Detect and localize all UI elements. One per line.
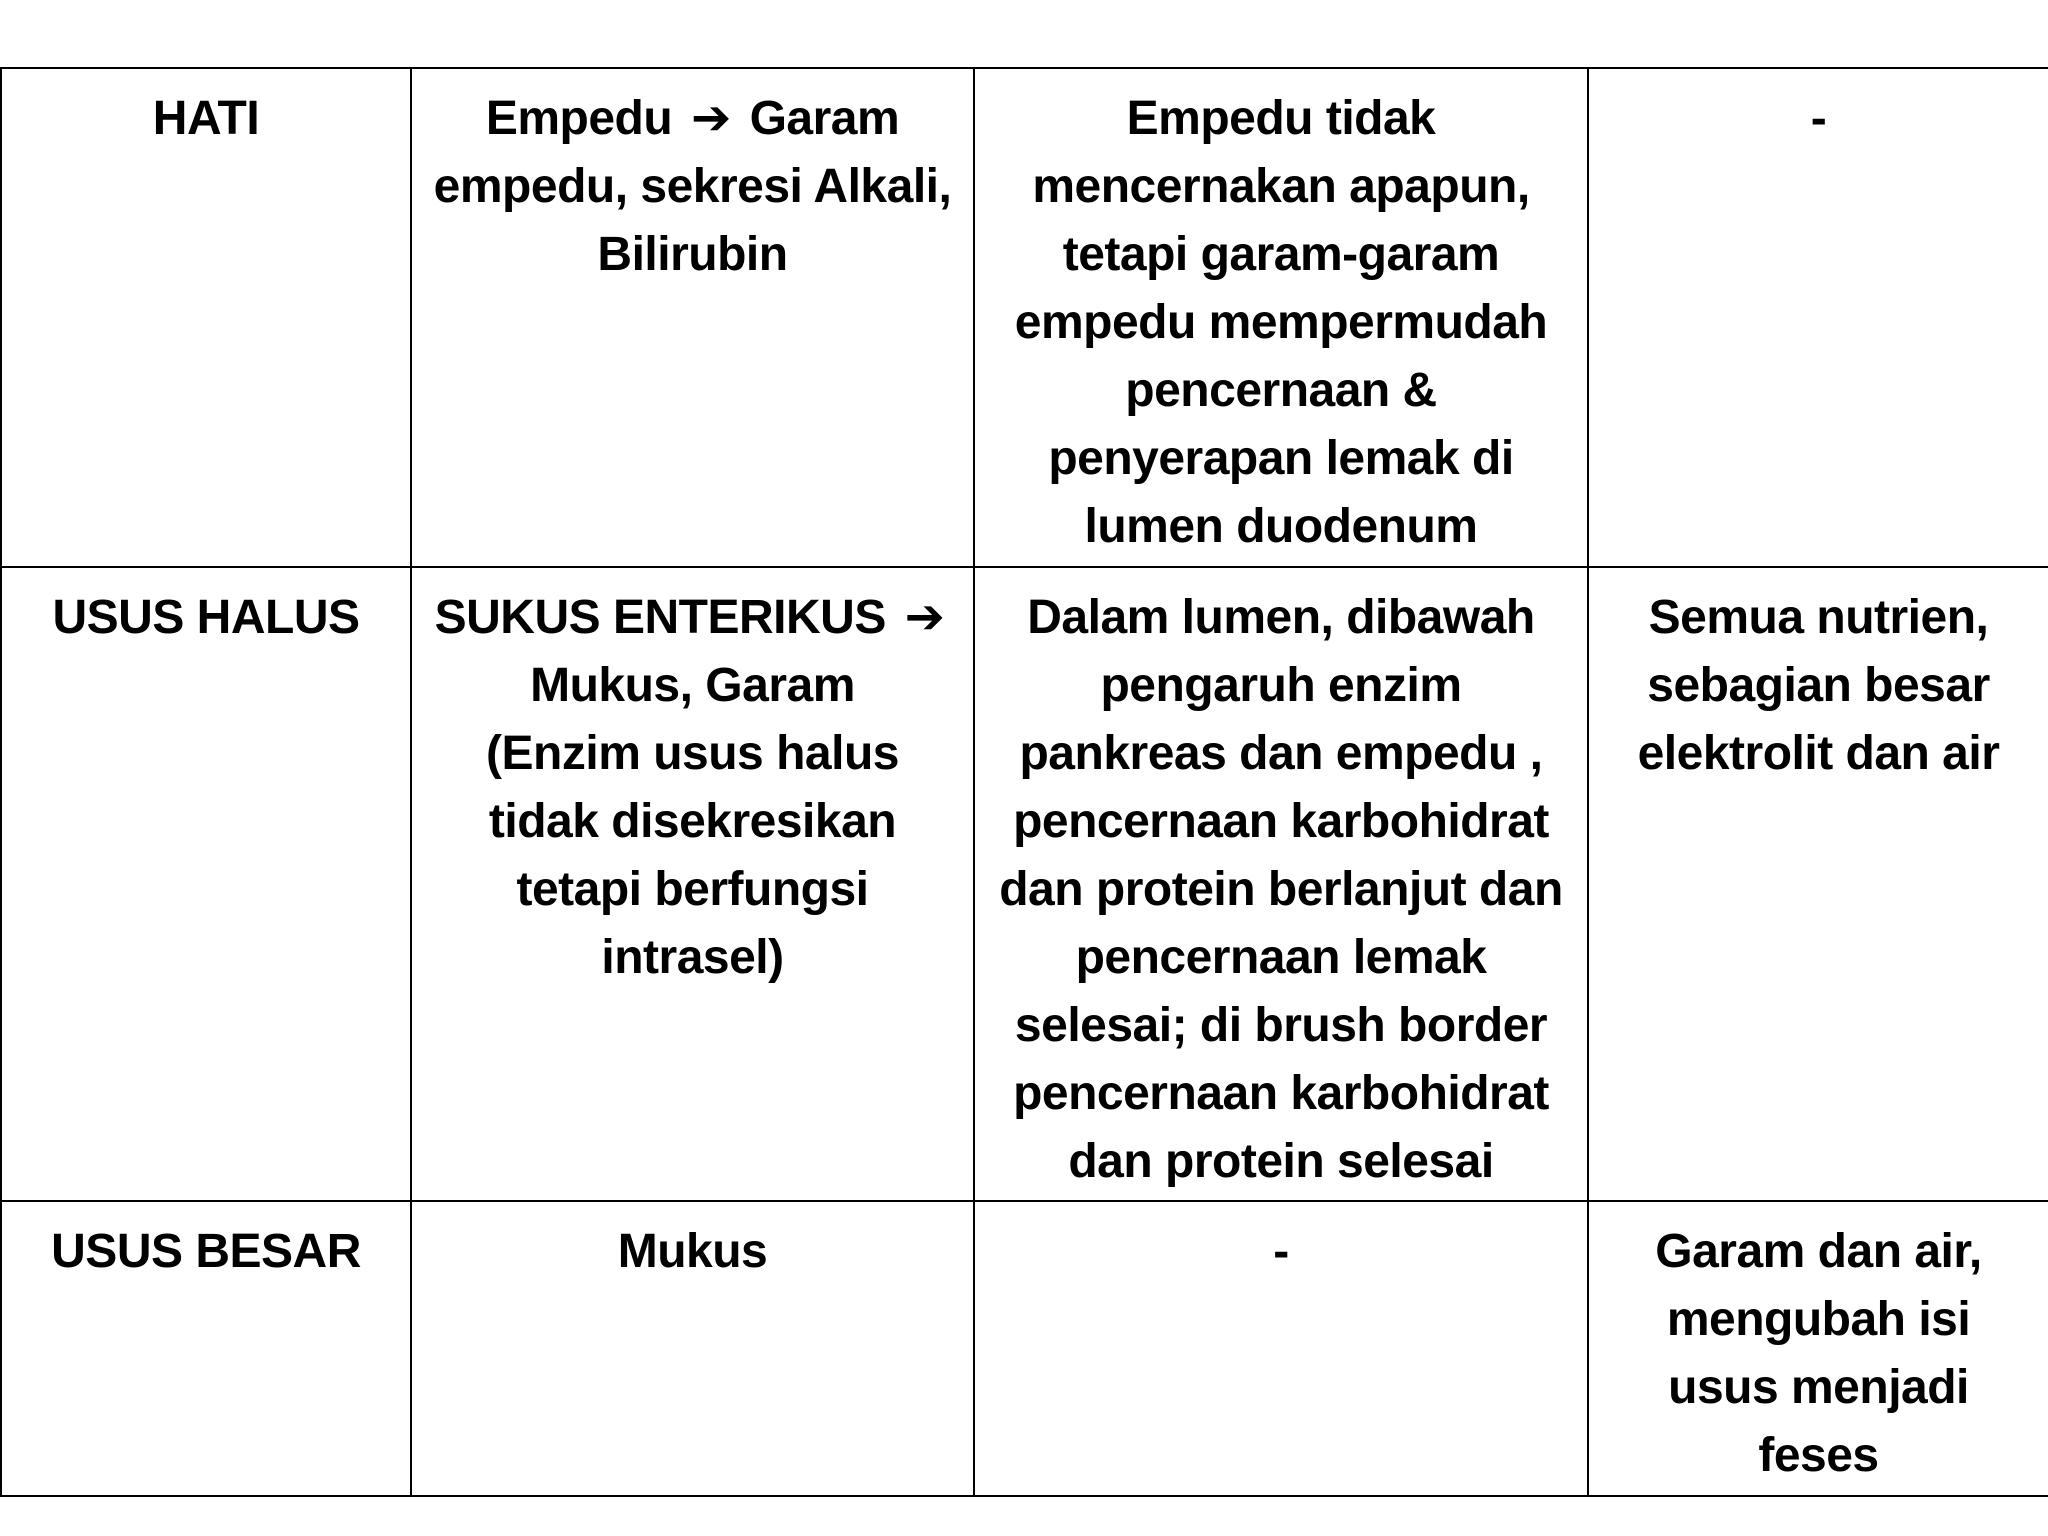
table-row-hati <box>1 68 2048 567</box>
absorption-text: Garam dan air, mengubah isi usus menjadi feses <box>1655 1225 1982 1482</box>
absorption-text: - <box>1810 92 1827 145</box>
secretion-before: Empedu <box>485 92 673 145</box>
digestion-text: Dalam lumen, dibawah pengaruh enzim pankreas dan empedu , pencernaan karbohidrat dan protein berlanjut dan pencernaan lemak selesai; di brush border pencernaan karbohidrat dan protein selesai <box>999 591 1563 1188</box>
organ-label: USUS HALUS <box>52 591 360 644</box>
secretion-text: Mukus <box>617 1225 768 1278</box>
secretion-text <box>420 584 965 992</box>
arrow-right-icon: ➔ <box>691 92 731 145</box>
table-row-usus-besar <box>1 1201 2048 1496</box>
secretion-text <box>420 85 965 289</box>
organ-cell <box>1 567 411 1201</box>
secretion-after: Garam empedu, sekresi Alkali, Bilirubin <box>433 92 952 281</box>
arrow-right-icon: ➔ <box>904 591 945 644</box>
secretion-before: SUKUS ENTERIKUS <box>434 591 886 644</box>
digestion-cell <box>974 1201 1588 1496</box>
secretion-cell <box>411 567 974 1201</box>
digestion-text: Empedu tidak mencernakan apapun, tetapi garam-garam empedu mempermudah pencernaan & penyerapan lemak di lumen duodenum <box>1014 92 1548 553</box>
absorption-cell <box>1588 1201 2048 1496</box>
secretion-after: Mukus, Garam (Enzim usus halus tidak disekresikan tetapi berfungsi intrasel) <box>486 659 899 984</box>
secretion-cell <box>411 1201 974 1496</box>
digestion-cell <box>974 68 1588 567</box>
digestion-text: - <box>1273 1225 1289 1278</box>
absorption-cell <box>1588 68 2048 567</box>
organ-label: USUS BESAR <box>51 1225 361 1278</box>
digestion-table <box>0 67 2048 1497</box>
digestion-cell <box>974 567 1588 1201</box>
table-row-usus-halus <box>1 567 2048 1201</box>
absorption-cell <box>1588 567 2048 1201</box>
organ-cell <box>1 68 411 567</box>
digestion-table-container <box>0 67 2048 1497</box>
organ-label: HATI <box>152 92 260 145</box>
absorption-text: Semua nutrien, sebagian besar elektrolit dan air <box>1637 591 2000 780</box>
organ-cell <box>1 1201 411 1496</box>
secretion-cell <box>411 68 974 567</box>
